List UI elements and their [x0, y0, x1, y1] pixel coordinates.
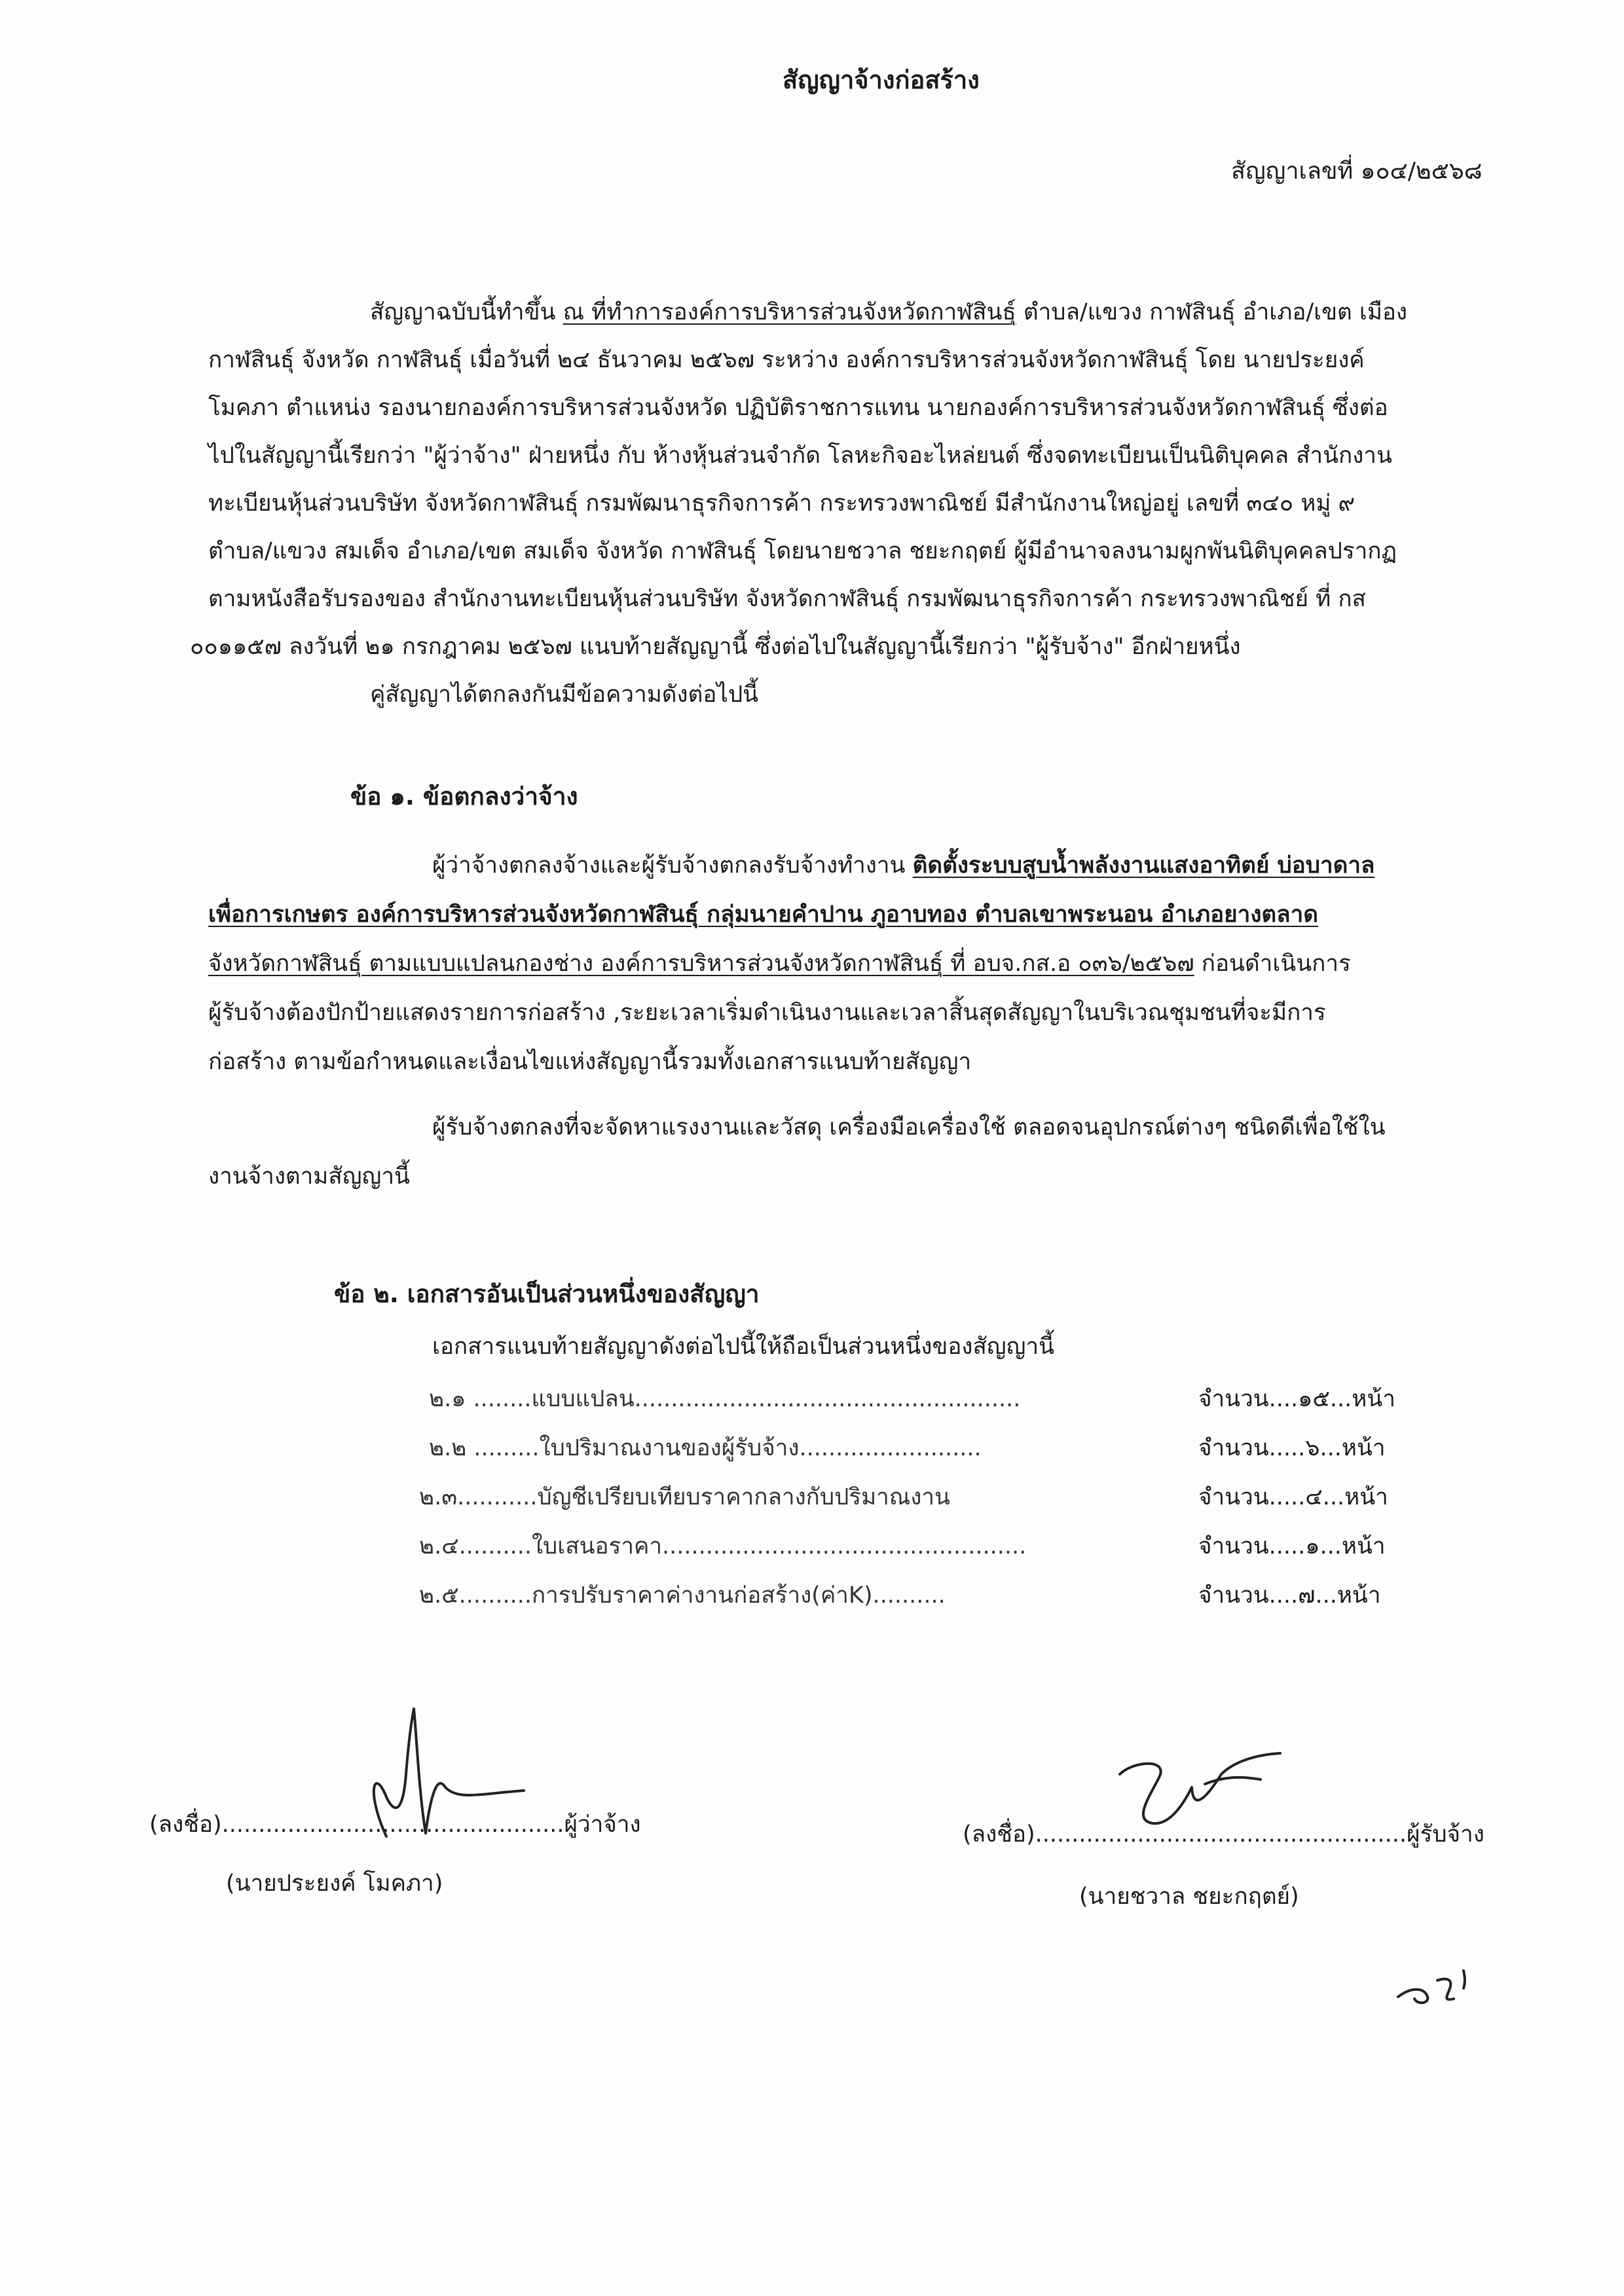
clause-1-line-6: ผู้รับจ้างตกลงที่จะจัดหาแรงงานและวัสดุ เครื่องมือเครื่องใช้ ตลอดจนอุปกรณ์ต่างๆ ชนิดดีเพื่อใช้ใน — [432, 1114, 1386, 1140]
clause-2-intro: เอกสารแนบท้ายสัญญาดังต่อไปนี้ให้ถือเป็นส่วนหนึ่งของสัญญานี้ — [432, 1334, 1055, 1360]
preamble-line-2: กาฬสินธุ์ จังหวัด กาฬสินธุ์ เมื่อวันที่ ๒๔ ธันวาคม ๒๕๖๗ ระหว่าง องค์การบริหารส่วนจังหวัดกาฬสินธุ์ โดย นายประยงค์ — [208, 347, 1365, 373]
clause-1-line-1 — [432, 851, 1375, 880]
contractor-name: (นายชวาล ชยะกฤตย์) — [1079, 1884, 1299, 1910]
clause-1-text: ก่อนดำเนินการ — [1201, 951, 1351, 977]
attachment-item-label: ๒.๓...........บัญชีเปรียบเทียบราคากลางกับปริมาณงาน — [419, 1484, 950, 1510]
attachment-item-count: จำนวน....๑๕...หน้า — [1198, 1386, 1395, 1412]
contract-number: สัญญาเลขที่ ๑๐๔/๒๕๖๘ — [1231, 158, 1483, 185]
preamble-line-6: ตำบล/แขวง สมเด็จ อำเภอ/เขต สมเด็จ จังหวัด กาฬสินธุ์ โดยนายชวาล ชยะกฤตย์ ผู้มีอำนาจลงนามผูกพันนิติบุคคลปรากฏ — [208, 538, 1397, 564]
employer-signature-line: (ลงชื่อ)...............................................ผู้ว่าจ้าง — [149, 1812, 641, 1838]
preamble-line-9: คู่สัญญาได้ตกลงกันมีข้อความดังต่อไปนี้ — [370, 682, 759, 708]
clause-1-plan-ref: จังหวัดกาฬสินธุ์ ตามแบบแปลนกองช่าง องค์การบริหารส่วนจังหวัดกาฬสินธุ์ ที่ อบจ.กส.อ ๐๓๖/๒๕๖๗ — [208, 951, 1194, 977]
attachment-item-count: จำนวน.....๔...หน้า — [1198, 1484, 1388, 1510]
attachment-item-count: จำนวน.....๖...หน้า — [1198, 1435, 1386, 1461]
preamble-line-8: ๐๐๑๑๕๗ ลงวันที่ ๒๑ กรกฎาคม ๒๕๖๗ แนบท้ายสัญญานี้ ซึ่งต่อไปในสัญญานี้เรียกว่า "ผู้รับจ้าง" อีกฝ่ายหนึ่ง — [190, 634, 1241, 660]
clause-2-heading: ข้อ ๒. เอกสารอันเป็นส่วนหนึ่งของสัญญา — [334, 1280, 760, 1308]
attachment-item-label: ๒.๒ .........ใบปริมาณงานของผู้รับจ้าง......................... — [429, 1435, 982, 1461]
preamble-line-5: ทะเบียนหุ้นส่วนบริษัท จังหวัดกาฬสินธุ์ กรมพัฒนาธุรกิจการค้า กระทรวงพาณิชย์ มีสำนักงานใหญ่อยู่ เลขที่ ๓๔๐ หมู่ ๙ — [208, 490, 1356, 517]
preamble-line-7: ตามหนังสือรับรองของ สำนักงานทะเบียนหุ้นส่วนบริษัท จังหวัดกาฬสินธุ์ กรมพัฒนาธุรกิจการค้า กระทรวงพาณิชย์ ที่ กส — [208, 586, 1366, 612]
clause-1-line-3 — [208, 949, 1351, 978]
attachment-item-label: ๒.๑ ........แบบแปลน..................................................... — [429, 1386, 1021, 1412]
attachment-item-count: จำนวน.....๑...หน้า — [1198, 1533, 1386, 1559]
preamble-text: ตำบล/แขวง กาฬสินธุ์ อำเภอ/เขต เมือง — [1023, 299, 1408, 325]
preamble-line-4: ไปในสัญญานี้เรียกว่า "ผู้ว่าจ้าง" ฝ่ายหนึ่ง กับ ห้างหุ้นส่วนจำกัด โลหะกิจอะไหล่ยนต์ ซึ่งจดทะเบียนเป็นนิติบุคคล สำนักงาน — [208, 443, 1392, 469]
preamble-place: ณ ที่ทำการองค์การบริหารส่วนจังหวัดกาฬสินธุ์ — [563, 299, 1016, 325]
attachment-item-count: จำนวน....๗...หน้า — [1198, 1582, 1381, 1609]
document-title: สัญญาจ้างก่อสร้าง — [783, 65, 980, 94]
employer-name: (นายประยงค์ โมคภา) — [226, 1870, 443, 1897]
clause-1-line-2: เพื่อการเกษตร องค์การบริหารส่วนจังหวัดกาฬสินธุ์ กลุ่มนายคำปาน ภูอาบทอง ตำบลเขาพระนอน อำเภอยางตลาด — [208, 902, 1318, 928]
attachment-item-label: ๒.๔..........ใบเสนอราคา.................................................. — [419, 1533, 1027, 1559]
initials-mark-icon — [1392, 1961, 1483, 2013]
clause-1-line-4: ผู้รับจ้างต้องปักป้ายแสดงรายการก่อสร้าง ,ระยะเวลาเริ่มดำเนินงานและเวลาสิ้นสุดสัญญาในบริเวณชุมชนที่จะมีการ — [208, 1000, 1326, 1026]
clause-1-work-title: ติดตั้งระบบสูบน้ำพลังงานแสงอาทิตย์ บ่อบาดาล — [912, 852, 1375, 879]
preamble-line-3: โมคภา ตำแหน่ง รองนายกองค์การบริหารส่วนจังหวัด ปฏิบัติราชการแทน นายกองค์การบริหารส่วนจังหวัดกาฬสินธุ์ ซึ่งต่อ — [208, 395, 1388, 421]
clause-1-text: ผู้ว่าจ้างตกลงจ้างและผู้รับจ้างตกลงรับจ้างทำงาน — [432, 852, 906, 879]
preamble-text: สัญญาฉบับนี้ทำขึ้น — [370, 299, 556, 325]
preamble-line-1 — [370, 298, 1407, 327]
clause-1-line-5: ก่อสร้าง ตามข้อกำหนดและเงื่อนไขแห่งสัญญานี้รวมทั้งเอกสารแนบท้ายสัญญา — [208, 1049, 972, 1075]
clause-1-line-7: งานจ้างตามสัญญานี้ — [208, 1163, 410, 1190]
contractor-signature-line: (ลงชื่อ)...................................................ผู้รับจ้าง — [963, 1821, 1485, 1848]
clause-1-heading: ข้อ ๑. ข้อตกลงว่าจ้าง — [350, 782, 578, 811]
attachment-item-label: ๒.๕..........การปรับราคาค่างานก่อสร้าง(ค่าK).......... — [419, 1582, 946, 1609]
